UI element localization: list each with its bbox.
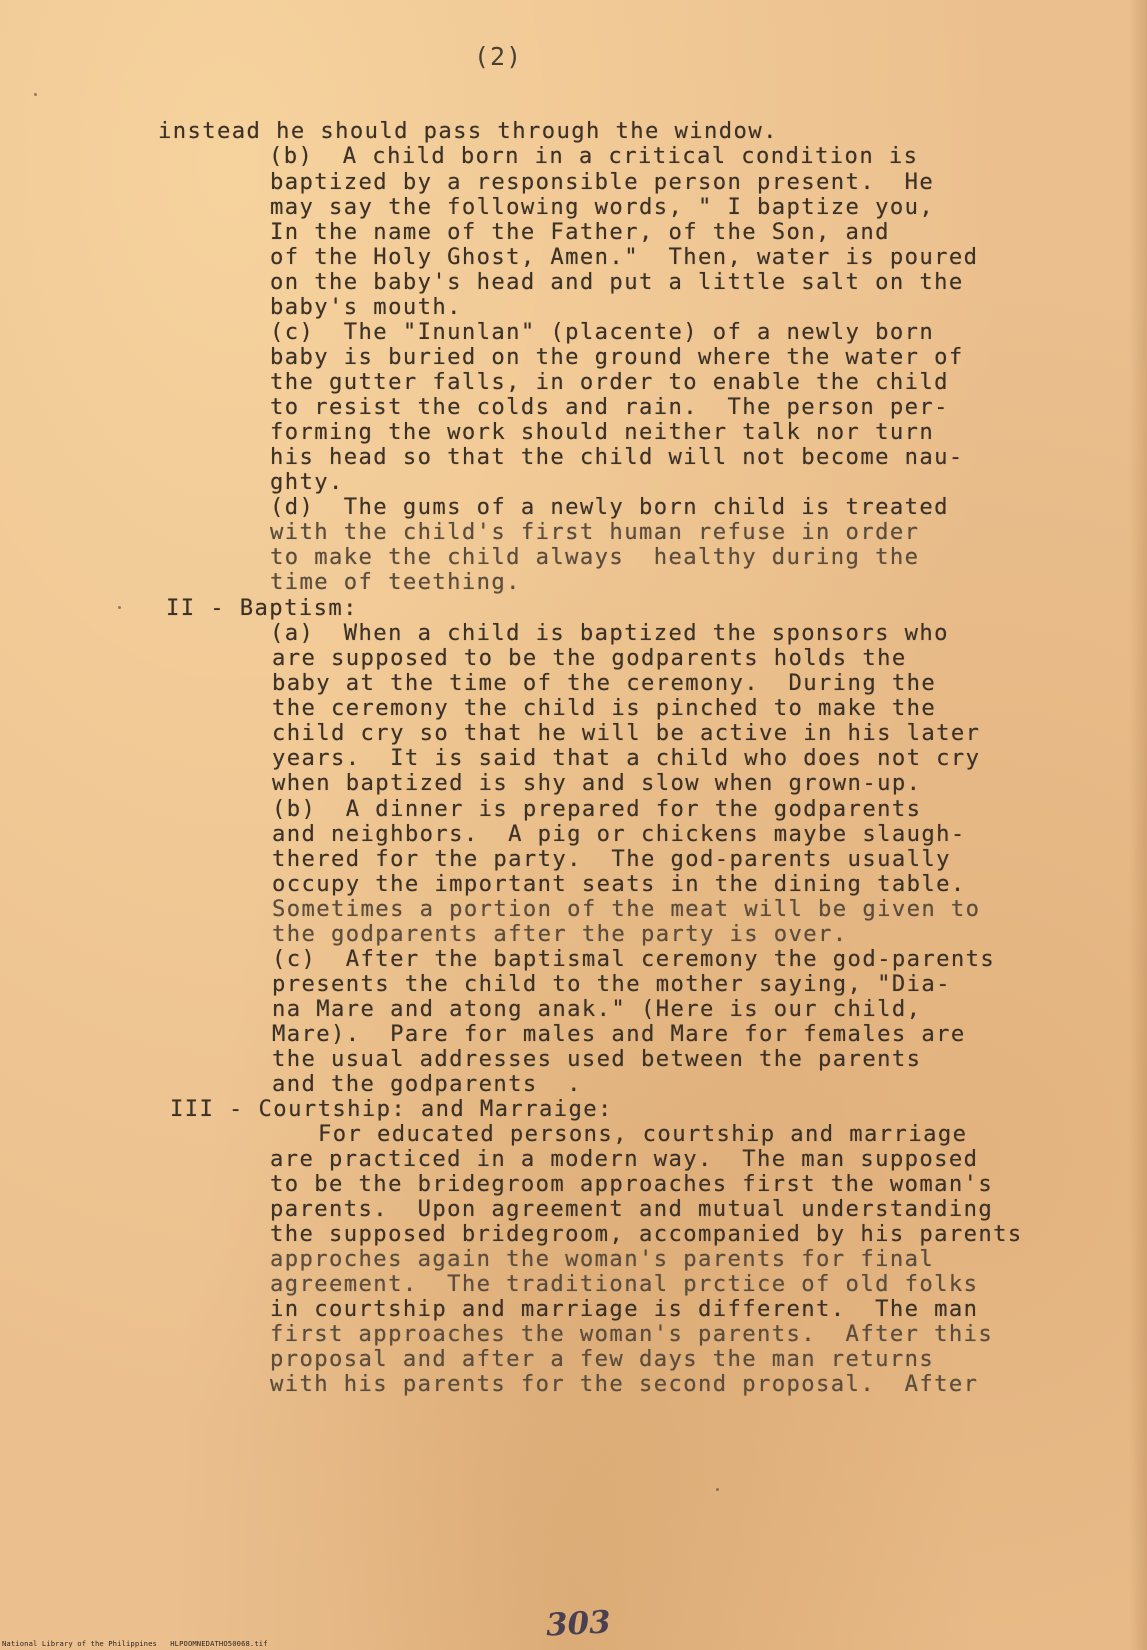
text-line: thered for the party. The god-parents usually xyxy=(272,846,951,872)
ink-speck xyxy=(34,93,37,96)
text-line: baby at the time of the ceremony. During the xyxy=(272,670,937,696)
text-line: Mare). Pare for males and Mare for females are xyxy=(272,1021,966,1047)
text-line: baptized by a responsible person present. He xyxy=(270,169,935,195)
text-line: and the godparents . xyxy=(272,1071,582,1097)
text-line: baby's mouth. xyxy=(270,294,462,320)
text-line: first approaches the woman's parents. After this xyxy=(270,1321,994,1347)
text-line: with the child's first human refuse in order xyxy=(270,519,920,545)
text-line: na Mare and atong anak." (Here is our child, xyxy=(272,996,922,1022)
text-line: agreement. The traditional prctice of old folks xyxy=(270,1271,979,1297)
text-line: (c) The "Inunlan" (placente) of a newly born xyxy=(270,319,935,345)
text-line: his head so that the child will not become nau- xyxy=(270,444,964,470)
text-line: parents. Upon agreement and mutual understanding xyxy=(270,1196,994,1222)
text-line: (a) When a child is baptized the sponsors who xyxy=(270,620,949,646)
text-line: are supposed to be the godparents holds the xyxy=(272,645,907,671)
text-line: (b) A dinner is prepared for the godparents xyxy=(272,796,922,822)
paper-edge-shading xyxy=(1129,0,1147,1650)
text-line: child cry so that he will be active in his later xyxy=(272,720,981,746)
text-line: and neighbors. A pig or chickens maybe slaugh- xyxy=(272,821,966,847)
text-line: proposal and after a few days the man returns xyxy=(270,1346,935,1372)
text-line: years. It is said that a child who does not cry xyxy=(272,745,981,771)
text-line: to make the child always healthy during the xyxy=(270,544,920,570)
text-line: For educated persons, courtship and marriage xyxy=(318,1121,968,1147)
text-line: the ceremony the child is pinched to make the xyxy=(272,695,937,721)
page-number: (2) xyxy=(474,42,523,71)
text-line: (b) A child born in a critical condition is xyxy=(269,143,919,169)
text-line: Sometimes a portion of the meat will be given to xyxy=(272,896,981,922)
text-line: when baptized is shy and slow when grown-up. xyxy=(272,770,922,796)
section-heading: III - Courtship: and Marraige: xyxy=(170,1096,613,1122)
text-line: the godparents after the party is over. xyxy=(272,921,848,947)
handwritten-page-number: 303 xyxy=(545,1604,612,1644)
text-line: forming the work should neither talk nor turn xyxy=(270,419,935,445)
text-line: In the name of the Father, of the Son, and xyxy=(270,219,890,245)
ink-speck xyxy=(716,1488,719,1491)
text-line: may say the following words, " I baptize you, xyxy=(270,194,935,220)
text-line: the supposed bridegroom, accompanied by his parents xyxy=(270,1221,1023,1247)
text-line: the gutter falls, in order to enable the child xyxy=(270,369,949,395)
text-line: to be the bridegroom approaches first the woman's xyxy=(270,1171,994,1197)
text-line: occupy the important seats in the dining table. xyxy=(272,871,966,897)
text-line: baby is buried on the ground where the water of xyxy=(270,344,964,370)
text-line: the usual addresses used between the parents xyxy=(272,1046,922,1072)
ink-speck xyxy=(118,606,121,609)
text-line: time of teething. xyxy=(270,569,521,595)
text-line: are practiced in a modern way. The man supposed xyxy=(270,1146,979,1172)
section-heading: II - Baptism: xyxy=(166,595,358,621)
archive-credit: National Library of the Philippines HLPOOMNEDATHO50068.tif xyxy=(2,1639,268,1648)
text-line: instead he should pass through the window. xyxy=(158,118,778,144)
text-line: (d) The gums of a newly born child is treated xyxy=(270,494,949,520)
text-line: with his parents for the second proposal. After xyxy=(270,1371,979,1397)
text-line: presents the child to the mother saying, "Dia- xyxy=(272,971,951,997)
text-line: in courtship and marriage is different. The man xyxy=(270,1296,979,1322)
text-line: on the baby's head and put a little salt on the xyxy=(270,269,964,295)
text-line: ghty. xyxy=(270,469,344,495)
text-line: (c) After the baptismal ceremony the god-parents xyxy=(272,946,996,972)
text-line: of the Holy Ghost, Amen." Then, water is poured xyxy=(270,244,979,270)
text-line: to resist the colds and rain. The person per- xyxy=(270,394,949,420)
text-line: approches again the woman's parents for final xyxy=(270,1246,935,1272)
